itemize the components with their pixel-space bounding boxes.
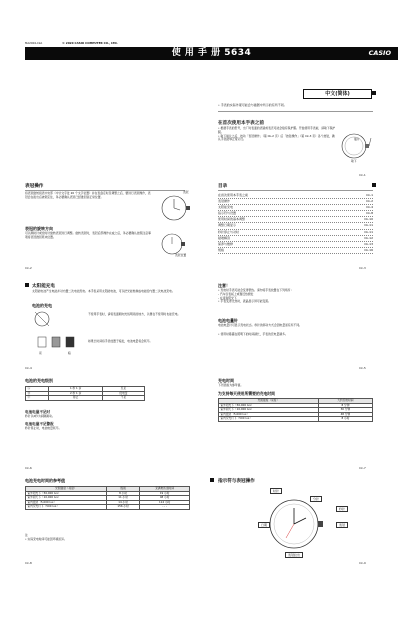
p9-title: 指示符与表冠操作 xyxy=(218,479,255,484)
toc-item-title: 疑难解答 xyxy=(218,235,231,240)
table-cell: 30 分钟 xyxy=(318,408,372,413)
table-row xyxy=(26,505,190,510)
table-cell: 室外阳光下（50,000 lux） xyxy=(26,491,107,496)
page-number-1: Ck-1 xyxy=(359,173,366,177)
table-cell: 室内荧光灯下（500 lux） xyxy=(26,505,107,510)
table-cell: 11 小时 xyxy=(106,496,139,501)
p2-text: 将表冠旋转到表中央部（中计文字处 20 个文字位置）并在表盘定时及调整之后，要进行表冠操作，表冠会在拔出后被锁定住，务必要确认表冠已经推回到正常位置。 xyxy=(25,191,151,199)
toc-item-title: 表冠操作 xyxy=(218,199,231,204)
table-header: 光照强度（亮度） xyxy=(219,399,319,404)
table-header: 充满电所需时间 xyxy=(140,487,190,492)
page-number-5: Ck-5 xyxy=(359,366,366,370)
table-cell: 室内窗边（5,000 lux） xyxy=(219,412,319,417)
toc-marker xyxy=(372,183,376,187)
toc-item-title: 调整日期显示 xyxy=(218,223,237,228)
watch-insert-illustration xyxy=(340,130,372,162)
toc-item-page: Ck-16 xyxy=(364,247,373,252)
charge-illustration xyxy=(32,309,56,329)
p9-marker xyxy=(210,478,214,482)
p1-note: • 手表的实际外观可能会与插图中所示的有所不同。 xyxy=(218,103,287,107)
table-cell: Ⓑ xyxy=(26,391,49,396)
bright-dark-illustration xyxy=(36,333,82,351)
p2-text2: 可以顺时针或逆时针旋转表冠进行调整。旋转表冠时，表冠后部操作完成之后，务必要确认按照注意事项将表冠推回原来位置。 xyxy=(25,231,151,239)
label-second: 秒针 xyxy=(336,506,348,512)
table-cell: 室内荧光灯下（500 lux） xyxy=(219,417,319,422)
label-crown-p9: 表冠 xyxy=(336,522,348,528)
p4-title: 太阳能充电 xyxy=(32,284,55,289)
toc-item-title: 规格 xyxy=(218,247,225,252)
p2-title2: 表冠的旋转方向 xyxy=(25,226,53,231)
toc-item-page: Ck-13 xyxy=(364,241,373,246)
language-badge: 中文(简体) xyxy=(303,89,372,99)
p5-text: 电池电量针可显示充电状态。秒针的移动方式会因电量而有所不同。 xyxy=(218,323,302,327)
p5-bullets xyxy=(218,289,373,304)
p6-sub2-text: 秒针停止时，电池电量耗尽。 xyxy=(25,426,62,430)
p5-sub-title: 电池电量针 xyxy=(218,318,238,323)
table-cell: - - - xyxy=(140,505,190,510)
p1-section-title: 在首次使用本手表之前 xyxy=(218,121,264,126)
toc-item-page: Ck-10 xyxy=(364,217,373,222)
p5-text2: • 使用时暴露在照明下的时间越长，手表的充电量越多。 xyxy=(218,332,288,336)
model-code: MA2004-CkA xyxy=(25,41,43,45)
section-marker xyxy=(372,91,376,95)
page-number-6: Ck-6 xyxy=(25,466,32,470)
table-cell: 114 小时 xyxy=(140,500,190,505)
p5-bullet: • 充电时手表可能会变得很热。请勿将手表放置在下列场所： xyxy=(218,288,294,292)
p4-text3: 如果长时间将手表放置于暗处，电池电量将会耗尽。 xyxy=(88,339,153,343)
page-number-3: Ck-3 xyxy=(359,266,366,270)
table-cell: 室外阳光下（50,000 lux） xyxy=(219,403,319,408)
table-cell: 8 小时 xyxy=(106,491,139,496)
p5-note-title: 注意！ xyxy=(218,283,230,288)
toc-item-title: 在首次使用本手表之前 xyxy=(218,193,249,197)
p6-sub2: 电池电量不足警报 xyxy=(25,422,54,426)
p3-title: 目录 xyxy=(218,184,228,189)
table-row xyxy=(26,396,145,401)
label-remove: 取下 xyxy=(351,159,357,163)
p7-title: 充电时间 xyxy=(218,378,234,383)
p8-title: 电池充电时间的参考值 xyxy=(25,478,65,483)
toc-item-page: Ck-12 xyxy=(364,235,373,240)
table-cell: 停止 xyxy=(49,396,103,401)
p6-sub1-text: 秒针以2秒为间隔跳动。 xyxy=(25,414,55,418)
daily-charge-table xyxy=(218,398,373,422)
p4-sub-title: 电池的充电 xyxy=(32,303,52,308)
toc-item-page: Ck-1 xyxy=(366,193,373,197)
p1-text: • 根据手表的型号，出厂时表面的表镜或表壳可能会贴有保护膜。开始使用手表前，请取下保护膜。 • 取下插片之后，按动「表冠操作」（第 Ck-2 页）后「按钮操作」（第 Ck-3 页）各个按钮，确认手表能够正常运行。 xyxy=(218,126,336,142)
label-bright: 亮 xyxy=(39,351,42,355)
p5-bullet: • 手表变得过热时，液晶显示屏可能变黑。 xyxy=(218,299,271,304)
label-minute: 分针 xyxy=(310,496,322,502)
p2-title: 表冠操作 xyxy=(25,184,44,189)
table-header: 级别 xyxy=(106,487,139,492)
table-header: 光照强度（亮度） xyxy=(26,487,107,492)
page-number-8: Ck-8 xyxy=(25,561,32,565)
p4-marker xyxy=(25,283,29,287)
p6-sub1: 电池电量不足时 xyxy=(25,410,51,414)
page-number-9: Ck-9 xyxy=(359,561,366,565)
table-cell: 156 小时 xyxy=(106,505,139,510)
page-number-4: Ck-4 xyxy=(25,366,32,370)
page-number-7: Ck-7 xyxy=(359,466,366,470)
brand-logo: CASIO xyxy=(368,49,391,57)
page-number-2: Ck-2 xyxy=(25,266,32,270)
label-dark: 暗 xyxy=(68,351,71,355)
table-cell: 低电量 xyxy=(102,391,144,396)
table-cell: 不足 xyxy=(102,396,144,401)
toc-item-page: Ck-2 xyxy=(366,199,373,204)
table-cell: 室内窗边（5,000 lux） xyxy=(26,500,107,505)
p5-bullet: - 在直射阳光下 xyxy=(218,295,237,300)
full-charge-table xyxy=(25,486,190,510)
table-cell: 48 分钟 xyxy=(318,412,372,417)
page-title: 使 用 手 册 5634 xyxy=(171,48,252,58)
label-date: 日期 xyxy=(258,522,270,528)
table-cell: 1 秒 1 步 xyxy=(49,387,103,392)
p8-note: 注 • 实际充电时间可能因环境而异。 xyxy=(25,533,67,541)
table-header: 大约充电时间 xyxy=(318,399,372,404)
table-cell: 19 小时 xyxy=(140,491,190,496)
table-cell: 室外阴天下（10,000 lux） xyxy=(219,408,319,413)
toc-item-page: Ck-11 xyxy=(364,223,373,228)
toc-item-title: 秒针停止与对时 xyxy=(218,229,240,234)
table-cell: 室外阴天下（10,000 lux） xyxy=(26,496,107,501)
toc-item-page: Ck-11 xyxy=(364,229,373,234)
p7-table-title: 为支持每天使用所需要的充电时间 xyxy=(218,391,275,396)
table-cell: 8 小时 xyxy=(318,417,372,422)
label-hour: 时针 xyxy=(270,488,282,494)
label-position: 表冠位置 xyxy=(175,253,187,257)
title-bar xyxy=(25,47,398,60)
toc-item-page: Ck-8 xyxy=(366,211,373,216)
table-cell: 48 小时 xyxy=(140,496,190,501)
toc-item xyxy=(218,248,373,254)
toc-item-title: 保养与维修 xyxy=(218,241,234,246)
p7-subtitle: 下列表格为参考值。 xyxy=(218,383,244,387)
charge-level-table xyxy=(25,386,145,401)
copyright: © 2020 CASIO COMPUTER CO., LTD. xyxy=(62,41,118,45)
table-cell: 14 小时 xyxy=(106,500,139,505)
toc-item-title: 指示符与设置 xyxy=(218,211,237,216)
toc-item-title: 使用时间的基本调整 xyxy=(218,217,246,222)
label-crown: 表冠 xyxy=(183,190,189,194)
p4-text2: 不使用手表时，请将表面朝向光线明亮的地方，以便在不使用时也能充电。 xyxy=(88,312,181,316)
table-cell: 充足 xyxy=(102,387,144,392)
label-bottom: 表冠拉出 xyxy=(285,552,303,558)
p4-text: 太阳能电池产生电能并对内置二次电池充电。本手表采用太阳能电池，可以把光能转换成电能给内置二次电池充电。 xyxy=(32,289,175,293)
toc-list xyxy=(218,193,373,254)
table-cell: Ⓒ xyxy=(26,396,49,401)
table-cell: Ⓐ xyxy=(26,387,49,392)
table-cell: 8 分钟 xyxy=(318,403,372,408)
toc-item-page: Ck-4 xyxy=(366,205,373,210)
p6-title: 电池的充电级别 xyxy=(25,378,53,383)
p5-bullet: - 汽车仪表板上或靠近热源处 xyxy=(218,291,254,296)
label-insert: 插片 xyxy=(354,137,360,141)
table-cell: 2 秒 1 步 xyxy=(49,391,103,396)
table-row xyxy=(219,417,373,422)
toc-item-title: 太阳能充电 xyxy=(218,205,234,210)
